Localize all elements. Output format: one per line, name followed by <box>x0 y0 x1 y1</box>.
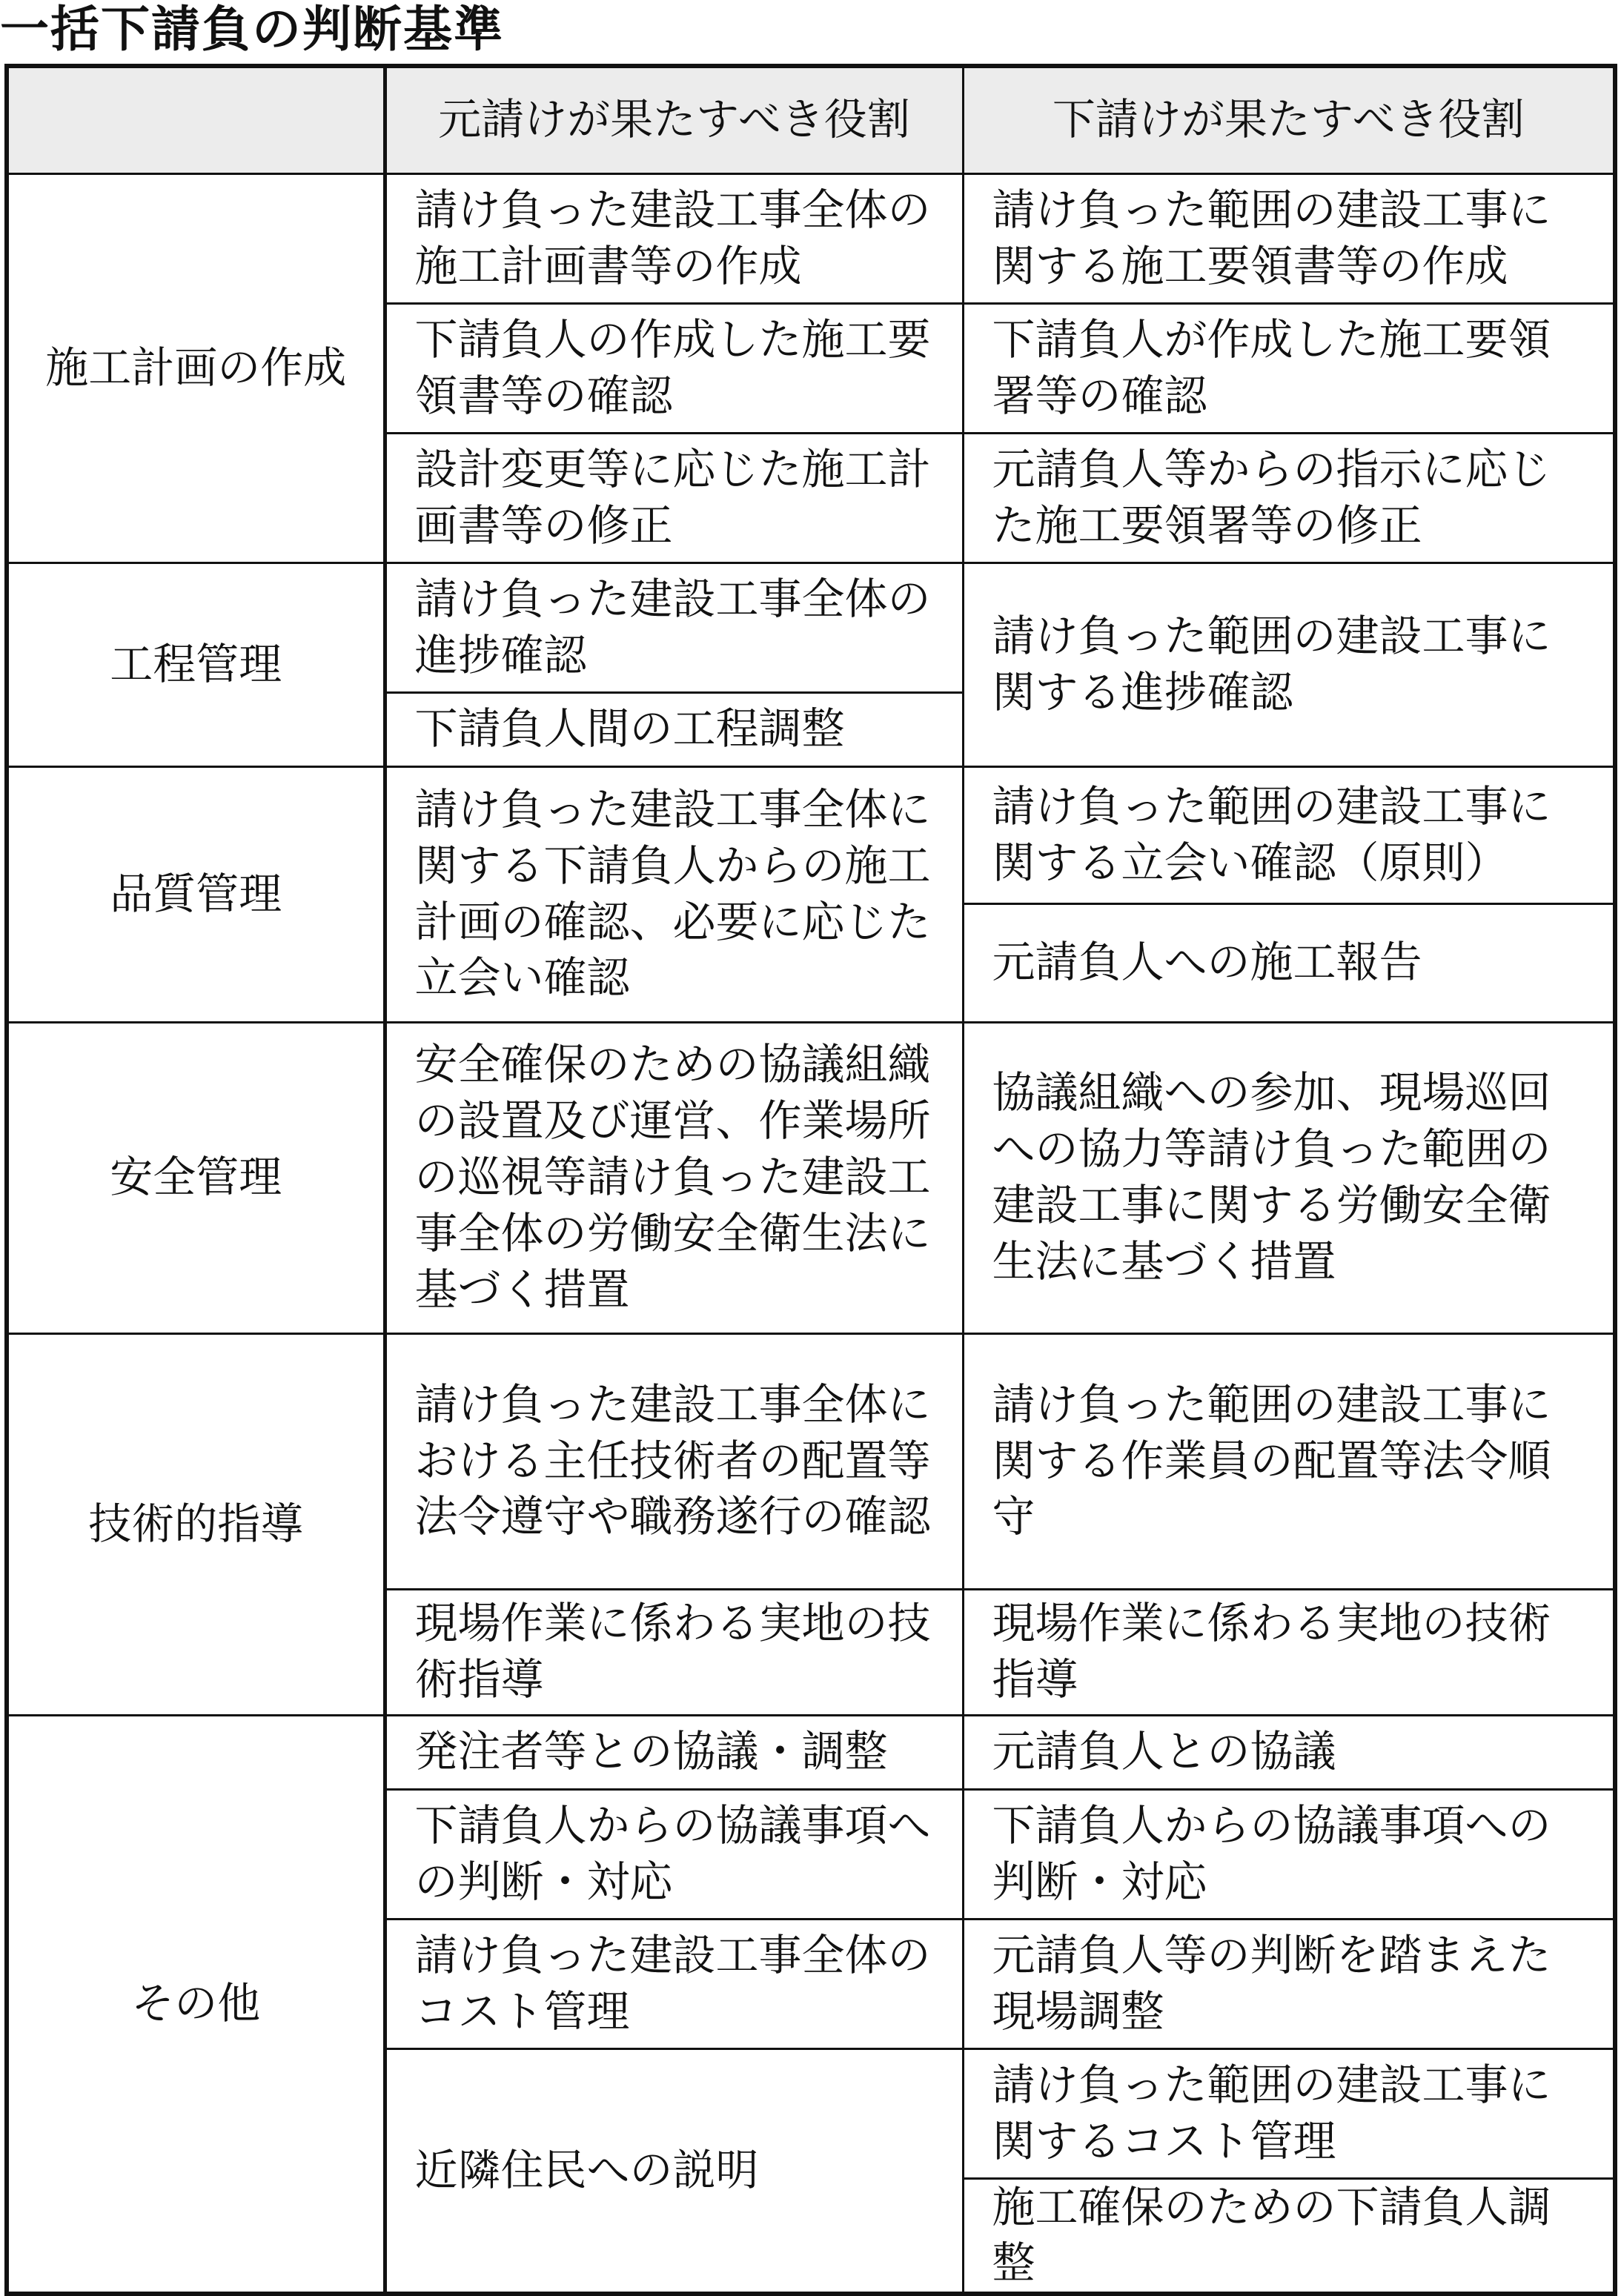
header-blank-cell <box>7 66 385 173</box>
sub-role-cell: 請け負った範囲の建設工事に関する施工要領書等の作成 <box>963 173 1615 303</box>
prime-role-cell: 下請負人からの協議事項への判断・対応 <box>385 1789 963 1919</box>
prime-role-cell: 下請負人間の工程調整 <box>385 692 963 766</box>
table-row <box>7 1022 1615 1333</box>
sub-role-cell: 施工確保のための下請負人調整 <box>963 2178 1615 2294</box>
sub-role-cell: 請け負った範囲の建設工事に関する進捗確認 <box>963 563 1615 766</box>
sub-role-cell: 請け負った範囲の建設工事に関するコスト管理 <box>963 2048 1615 2178</box>
prime-role-cell: 請け負った建設工事全体の施工計画書等の作成 <box>385 173 963 303</box>
category-cell: 工程管理 <box>7 563 385 766</box>
sub-role-cell: 元請負人等の判断を踏まえた現場調整 <box>963 1919 1615 2048</box>
table-row <box>7 563 1615 692</box>
sub-role-cell: 請け負った範囲の建設工事に関する立会い確認（原則） <box>963 766 1615 903</box>
prime-role-cell: 請け負った建設工事全体のコスト管理 <box>385 1919 963 2048</box>
header-sub-role: 下請けが果たすべき役割 <box>963 66 1615 173</box>
category-cell: 施工計画の作成 <box>7 173 385 563</box>
category-cell: 品質管理 <box>7 766 385 1022</box>
sub-role-cell: 元請負人等からの指示に応じた施工要領署等の修正 <box>963 433 1615 563</box>
sub-role-cell: 協議組織への参加、現場巡回への協力等請け負った範囲の建設工事に関する労働安全衛生法に基づく措置 <box>963 1022 1615 1333</box>
prime-role-cell: 発注者等との協議・調整 <box>385 1715 963 1789</box>
prime-role-cell: 設計変更等に応じた施工計画書等の修正 <box>385 433 963 563</box>
sub-role-cell: 元請負人への施工報告 <box>963 903 1615 1022</box>
sub-role-cell: 下請負人からの協議事項への判断・対応 <box>963 1789 1615 1919</box>
prime-role-cell: 下請負人の作成した施工要領書等の確認 <box>385 303 963 433</box>
table-row <box>7 1715 1615 1789</box>
category-cell: 安全管理 <box>7 1022 385 1333</box>
prime-role-cell: 請け負った建設工事全体における主任技術者の配置等法令遵守や職務遂行の確認 <box>385 1333 963 1589</box>
criteria-table <box>4 64 1617 2296</box>
category-cell: その他 <box>7 1715 385 2294</box>
header-prime-role: 元請けが果たすべき役割 <box>385 66 963 173</box>
table-header-row <box>7 66 1615 173</box>
prime-role-cell: 請け負った建設工事全体の進捗確認 <box>385 563 963 692</box>
table-row <box>7 1333 1615 1589</box>
page-title: 一括下請負の判断基準 <box>0 1 504 58</box>
table-row <box>7 766 1615 903</box>
prime-role-cell: 近隣住民への説明 <box>385 2048 963 2294</box>
sub-role-cell: 元請負人との協議 <box>963 1715 1615 1789</box>
prime-role-cell: 請け負った建設工事全体に関する下請負人からの施工計画の確認、必要に応じた立会い確認 <box>385 766 963 1022</box>
sub-role-cell: 下請負人が作成した施工要領署等の確認 <box>963 303 1615 433</box>
category-cell: 技術的指導 <box>7 1333 385 1715</box>
sub-role-cell: 請け負った範囲の建設工事に関する作業員の配置等法令順守 <box>963 1333 1615 1589</box>
sub-role-cell: 現場作業に係わる実地の技術指導 <box>963 1589 1615 1715</box>
table-row <box>7 173 1615 303</box>
prime-role-cell: 現場作業に係わる実地の技術指導 <box>385 1589 963 1715</box>
prime-role-cell: 安全確保のための協議組織の設置及び運営、作業場所の巡視等請け負った建設工事全体の労働安全衛生法に基づく措置 <box>385 1022 963 1333</box>
